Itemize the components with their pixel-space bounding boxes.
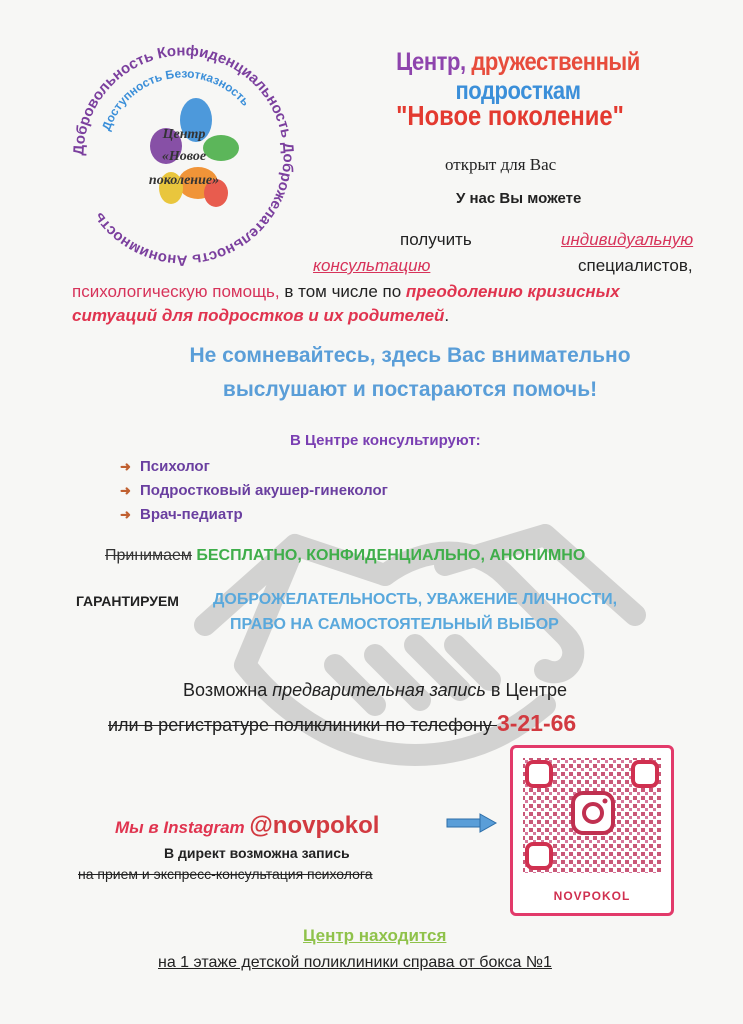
consult-heading: В Центре консультируют: [290, 432, 481, 449]
guarantee-line-2: ПРАВО НА САМОСТОЯТЕЛЬНЫЙ ВЫБОР [230, 616, 559, 633]
direct-line-1: В директ возможна запись [164, 845, 350, 861]
list-item: ➜ Врач-педиатр [120, 506, 243, 523]
qr-caption: NOVPOKOL [553, 889, 631, 903]
guarantee-line-1: ДОБРОЖЕЛАТЕЛЬНОСТЬ, УВАЖЕНИЕ ЛИЧНОСТИ, [213, 591, 618, 608]
list-item: ➜ Психолог [120, 458, 210, 475]
instagram-handle[interactable]: @novpokol [249, 812, 380, 839]
list-item: ➜ Подростковый акушер-гинеколог [120, 482, 388, 499]
open-text: открыт для Вас [445, 155, 557, 174]
bullet-arrow-icon: ➜ [120, 507, 131, 522]
page-title: Центр, дружественный подросткам [396, 48, 640, 105]
logo-center-1: Центр [162, 127, 206, 142]
crisis-line: ситуаций для подростков и их родителей. [72, 306, 450, 325]
you-can-text: У нас Вы можете [456, 190, 582, 207]
instagram-line: Мы в Instagram @novpokol [115, 812, 380, 839]
arrow-right-icon [446, 812, 498, 834]
consultation-text: консультацию [313, 256, 431, 275]
location-heading: Центр находится [303, 926, 447, 945]
get-text: получить [400, 230, 472, 249]
logo-center-2: «Новое [161, 149, 207, 164]
individual-text: индивидуальную [561, 230, 694, 249]
direct-line-2: на прием и экспресс-консультация психолога [78, 866, 373, 882]
instagram-qr-code[interactable] [510, 745, 674, 916]
bullet-arrow-icon: ➜ [120, 483, 131, 498]
bullet-arrow-icon: ➜ [120, 459, 131, 474]
psych-line: психологическую помощь, в том числе по преодолению кризисных [72, 282, 620, 301]
center-name: "Новое поколение" [396, 100, 624, 131]
phone-number: 3-21-66 [496, 710, 577, 736]
location-text: на 1 этаже детской поликлиники справа от бокса №1 [158, 954, 552, 971]
booking-line-1: Возможна предварительная запись в Центре [183, 680, 567, 700]
qr-pattern-icon [513, 748, 671, 878]
logo-ring-text: Добровольность Конфиденциальность Доброжелательность Анонимность [70, 42, 297, 269]
accept-line: Принимаем БЕСПЛАТНО, КОНФИДЕНЦИАЛЬНО, АНОНИМНО [105, 547, 586, 564]
booking-line-2: или в регистратуре поликлиники по телефону 3-21-66 [108, 710, 577, 736]
specialists-text: специалистов, [578, 256, 693, 275]
reassure-line-2: выслушают и постараются помочь! [222, 378, 598, 401]
reassure-line-1: Не сомневайтесь, здесь Вас внимательно [189, 344, 631, 367]
logo-inner-text: Доступность Безотказность [98, 66, 253, 133]
center-logo [66, 38, 301, 273]
logo-center-3: поколение» [148, 173, 220, 188]
guarantee-label: ГАРАНТИРУЕМ [76, 593, 179, 609]
